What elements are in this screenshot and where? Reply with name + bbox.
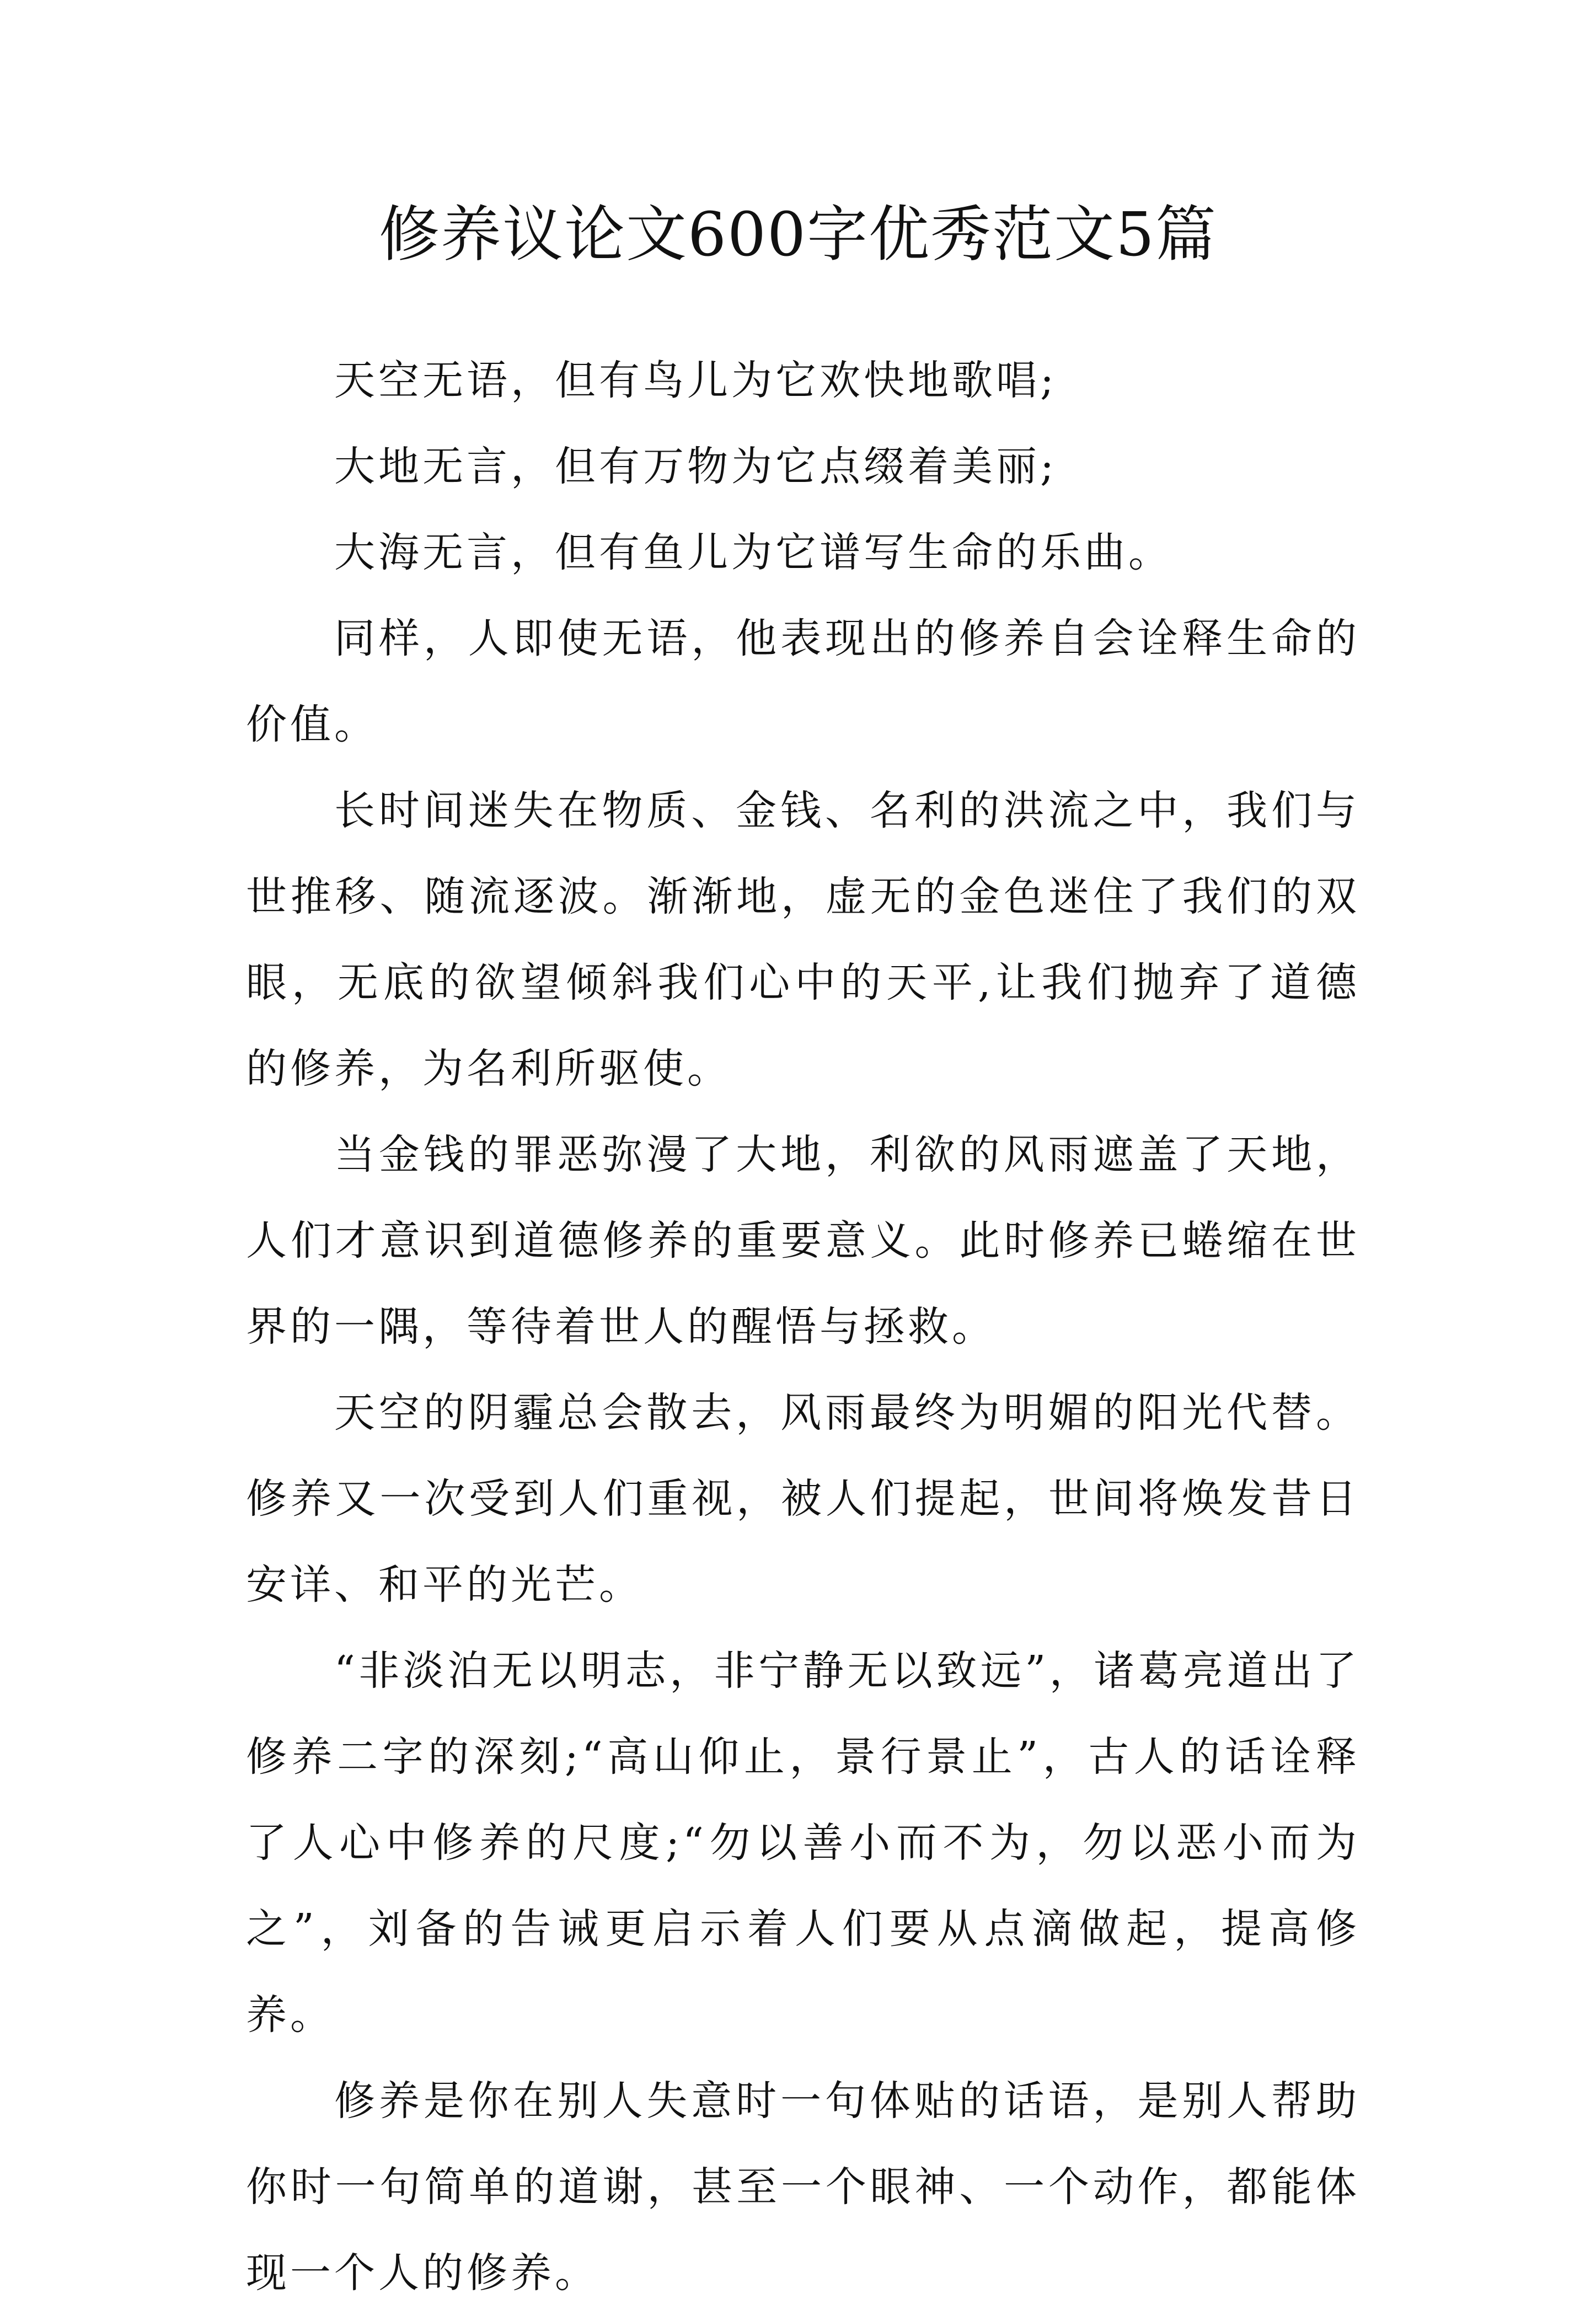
document-body [246, 337, 1360, 2316]
paragraph: 修养是你在别人失意时一句体贴的话语，是别人帮助你时一句简单的道谢，甚至一个眼神、一个动作，都能体现一个人的修养。 [246, 2077, 1360, 2297]
paragraph: 同样，人即使无语，他表现出的修养自会诠释生命的价值。 [246, 615, 1360, 748]
document-title: 修养议论文600字优秀范文5篇 [379, 199, 1217, 270]
paragraph: “非淡泊无以明志，非宁静无以致远”，诸葛亮道出了修养二字的深刻;“高山仰止，景行景止”，古人的话诠释了人心中修养的尺度;“勿以善小而不为，勿以恶小而为之”，刘备的告诫更启示着人们要从点滴做起，提高修养。 [246, 1647, 1360, 2039]
paragraph: 天空无语，但有鸟儿为它欢快地歌唱; [334, 357, 1057, 404]
paragraph: 天空的阴霾总会散去，风雨最终为明媚的阳光代替。修养又一次受到人们重视，被人们提起，世间将焕发昔日安详、和平的光芒。 [246, 1389, 1360, 1609]
paragraph: 当金钱的罪恶弥漫了大地，利欲的风雨遮盖了天地，人们才意识到道德修养的重要意义。此时修养已蜷缩在世界的一隅，等待着世人的醒悟与拯救。 [246, 1131, 1360, 1350]
paragraph: 大地无言，但有万物为它点缀着美丽; [334, 443, 1057, 490]
paragraph: 长时间迷失在物质、金钱、名利的洪流之中，我们与世推移、随流逐波。渐渐地，虚无的金色迷住了我们的双眼，无底的欲望倾斜我们心中的天平,让我们抛弃了道德的修养，为名利所驱使。 [246, 787, 1360, 1092]
paragraph: 大海无言，但有鱼儿为它谱写生命的乐曲。 [334, 529, 1172, 576]
